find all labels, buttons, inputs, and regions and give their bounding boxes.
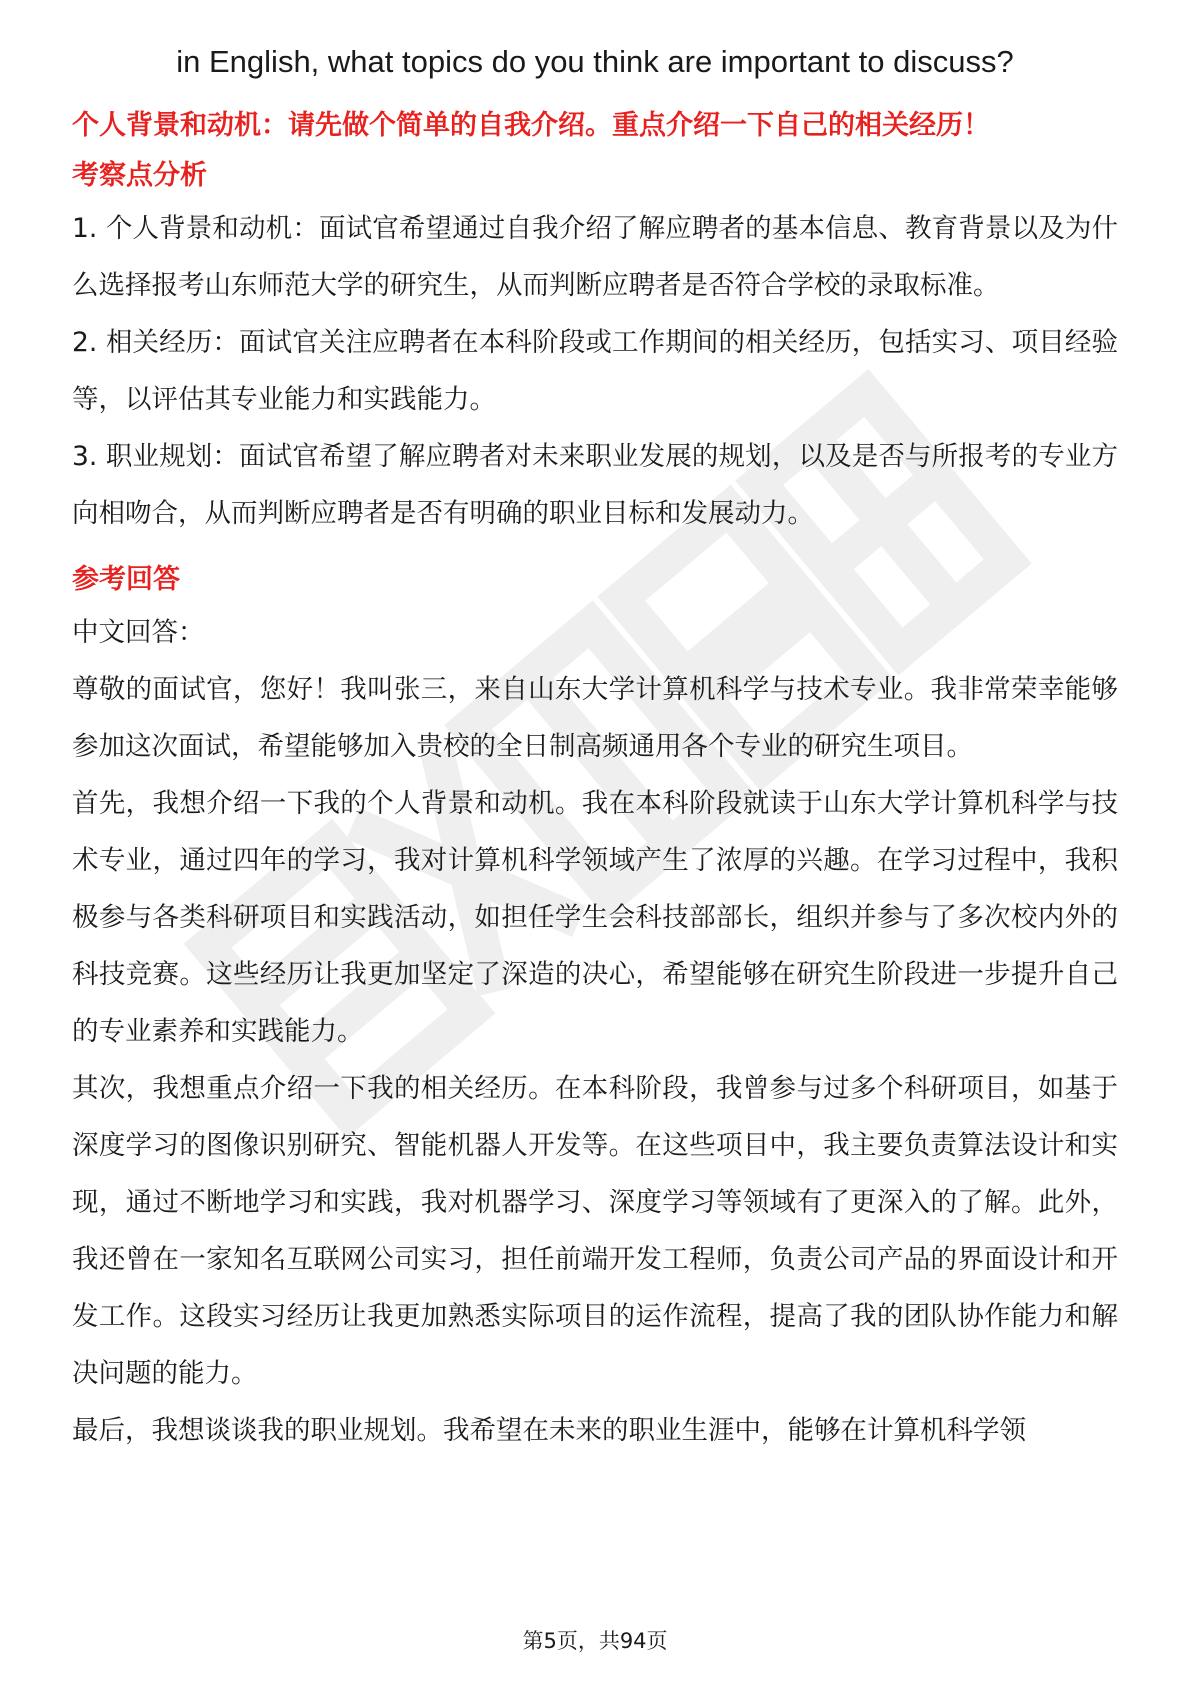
intro-line: in English, what topics do you think are important to discuss?: [176, 44, 1014, 79]
answer-label: 中文回答：: [72, 617, 205, 648]
answer-paragraph: 最后，我想谈谈我的职业规划。我希望在未来的职业生涯中，能够在计算机科学领: [72, 1415, 1026, 1446]
analysis-point: 2. 相关经历：面试官关注应聘者在本科阶段或工作期间的相关经历，包括实习、项目经验等，以评估其专业能力和实践能力。: [72, 327, 1118, 415]
question-title: 个人背景和动机：请先做个简单的自我介绍。重点介绍一下自己的相关经历！: [72, 110, 990, 141]
answer-paragraph: 其次，我想重点介绍一下我的相关经历。在本科阶段，我曾参与过多个科研项目，如基于深度学习的图像识别研究、智能机器人开发等。在这些项目中，我主要负责算法设计和实现，通过不断地学习和实践，我对机器学习、深度学习等领域有了更深入的了解。此外，我还曾在一家知名互联网公司实习，担任前端开发工程师，负责公司产品的界面设计和开发工作。这段实习经历让我更加熟悉实际项目的运作流程，提高了我的团队协作能力和解决问题的能力。: [72, 1073, 1118, 1389]
answer-paragraph: 首先，我想介绍一下我的个人背景和动机。我在本科阶段就读于山东大学计算机科学与技术专业，通过四年的学习，我对计算机科学领域产生了浓厚的兴趣。在学习过程中，我积极参与各类科研项目和实践活动，如担任学生会科技部部长，组织并参与了多次校内外的科技竞赛。这些经历让我更加坚定了深造的决心，希望能够在研究生阶段进一步提升自己的专业素养和实践能力。: [72, 788, 1118, 1047]
analysis-point: 1. 个人背景和动机：面试官希望通过自我介绍了解应聘者的基本信息、教育背景以及为什么选择报考山东师范大学的研究生，从而判断应聘者是否符合学校的录取标准。: [72, 213, 1118, 301]
page-number: 第5页，共94页: [522, 1629, 668, 1653]
analysis-point: 3. 职业规划：面试官希望了解应聘者对未来职业发展的规划，以及是否与所报考的专业方向相吻合，从而判断应聘者是否有明确的职业目标和发展动力。: [72, 441, 1118, 529]
document-body: [72, 40, 1118, 1459]
analysis-heading: 考察点分析: [72, 160, 207, 191]
answer-heading: 参考回答: [72, 564, 180, 595]
answer-paragraph: 尊敬的面试官，您好！我叫张三，来自山东大学计算机科学与技术专业。我非常荣幸能够参加这次面试，希望能够加入贵校的全日制高频通用各个专业的研究生项目。: [72, 674, 1118, 762]
